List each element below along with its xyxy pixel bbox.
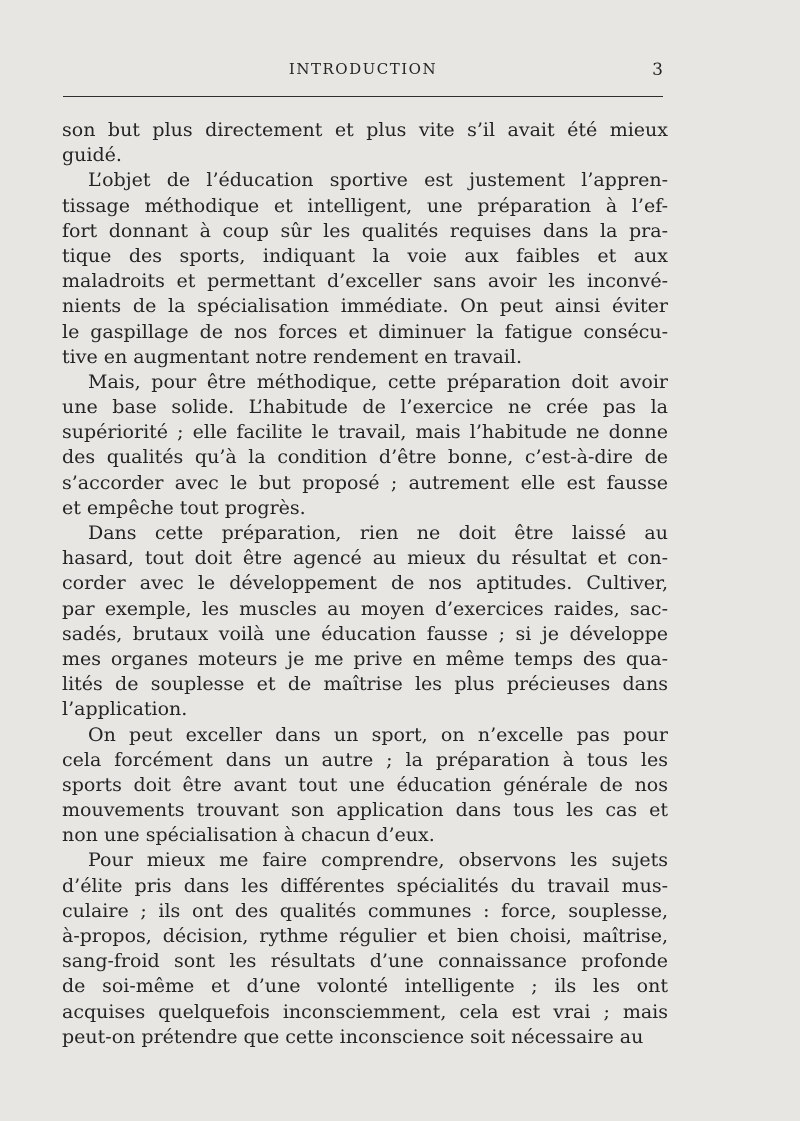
text-line: sang-froid sont les résultats d’une connaissance profonde <box>62 950 668 973</box>
paragraph <box>62 521 668 723</box>
paragraph <box>62 168 668 370</box>
text-line: l’application. <box>62 698 188 721</box>
text-line: culaire ; ils ont des qualités communes : force, souplesse, <box>62 899 668 922</box>
text-line: hasard, tout doit être agencé au mieux du résultat et con- <box>62 547 668 570</box>
text-line: cela forcément dans un autre ; la préparation à tous les <box>62 748 668 771</box>
text-line: sadés, brutaux voilà une éducation fausse ; si je développe <box>62 622 668 645</box>
text-line: Dans cette préparation, rien ne doit être laissé au <box>88 522 668 544</box>
text-line: Mais, pour être méthodique, cette préparation doit avoir <box>88 370 668 393</box>
running-head <box>63 58 663 84</box>
text-line: nients de la spécialisation immédiate. On peut ainsi éviter <box>62 295 668 318</box>
text-line: des qualités qu’à la condition d’être bonne, c’est-à-dire de <box>62 446 668 469</box>
text-line: une base solide. L’habitude de l’exercice ne crée pas la <box>62 396 668 419</box>
running-title: INTRODUCTION <box>288 60 438 78</box>
body-text <box>62 118 668 1050</box>
text-line: tissage méthodique et intelligent, une préparation à l’ef- <box>62 194 668 217</box>
text-line: fort donnant à coup sûr les qualités requises dans la pra- <box>62 219 668 242</box>
text-line: le gaspillage de nos forces et diminuer la fatigue consécu- <box>62 320 668 343</box>
text-line: d’élite pris dans les différentes spécialités du travail mus- <box>62 874 668 897</box>
text-line: Pour mieux me faire comprendre, observons les sujets <box>88 849 668 872</box>
text-line: de soi-même et d’une volonté intelligente ; ils les ont <box>62 975 668 998</box>
text-line: supériorité ; elle facilite le travail, mais l’habitude ne donne <box>62 421 668 444</box>
paragraph <box>62 118 668 168</box>
header-rule <box>63 96 663 97</box>
text-line: et empêche tout progrès. <box>62 496 306 519</box>
text-line: corder avec le développement de nos aptitudes. Cultiver, <box>62 572 668 595</box>
text-line: peut-on prétendre que cette inconscience soit nécessaire au <box>62 1025 644 1048</box>
text-line: mouvements trouvant son application dans tous les cas et <box>62 799 668 822</box>
text-line: non une spécialisation à chacun d’eux. <box>62 824 435 847</box>
text-line: acquises quelquefois inconsciemment, cela est vrai ; mais <box>62 1000 668 1023</box>
paragraph <box>62 848 668 1050</box>
text-line: tique des sports, indiquant la voie aux faibles et aux <box>62 244 668 267</box>
paragraph <box>62 723 668 849</box>
text-line: On peut exceller dans un sport, on n’excelle pas pour <box>88 723 668 746</box>
text-line: tive en augmentant notre rendement en travail. <box>62 345 522 368</box>
text-line: à-propos, décision, rythme régulier et bien choisi, maîtrise, <box>62 925 668 947</box>
text-line: mes organes moteurs je me prive en même temps des qua- <box>62 647 668 670</box>
text-line: sports doit être avant tout une éducation générale de nos <box>62 773 668 796</box>
text-line: par exemple, les muscles au moyen d’exercices raides, sac- <box>62 597 668 620</box>
text-line: s’accorder avec le but proposé ; autrement elle est fausse <box>62 471 668 494</box>
paragraph <box>62 370 668 521</box>
text-line: maladroits et permettant d’exceller sans avoir les inconvé- <box>62 270 668 293</box>
text-line: guidé. <box>62 144 122 167</box>
text-line: lités de souplesse et de maîtrise les plus précieuses dans <box>62 673 668 696</box>
page-number: 3 <box>652 60 663 80</box>
text-line: son but plus directement et plus vite s’il avait été mieux <box>62 119 668 141</box>
text-line: L’objet de l’éducation sportive est justement l’appren- <box>88 169 668 192</box>
